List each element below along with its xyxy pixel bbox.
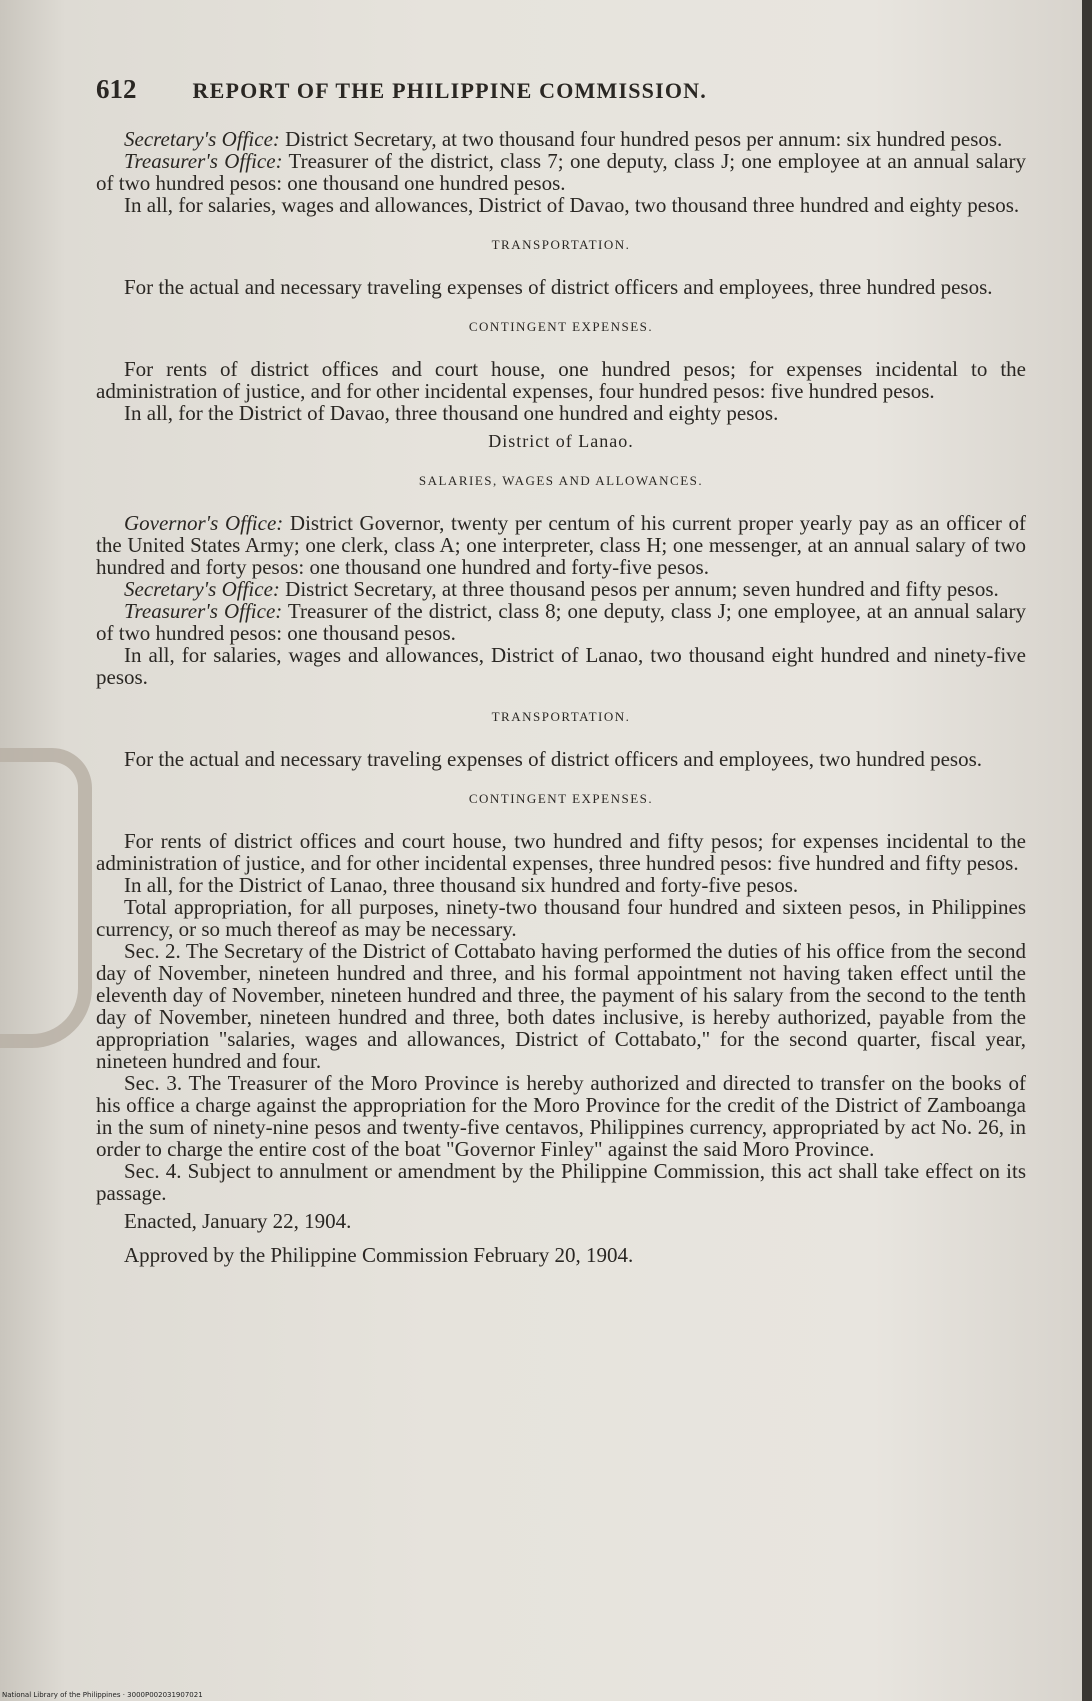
davao-transportation-text: For the actual and necessary traveling expenses of district officers and employees, three hundred pesos. xyxy=(124,275,993,299)
page-edge-shadow xyxy=(1082,0,1092,1701)
davao-contingent-heading: CONTINGENT EXPENSES. xyxy=(468,319,654,334)
lanao-governor-text: District Governor, twenty per centum of his current proper yearly pay as an officer of the United States Army; one clerk, class A; one interpreter, class H; one messenger, at an annual salary of two hundred and forty pesos: one thousand one hundred and forty-five pesos. xyxy=(96,511,1026,579)
davao-transportation-heading: TRANSPORTATION. xyxy=(491,237,631,252)
section-2: Sec. 2. The Secretary of the District of Cottabato having performed the duties of his office from the second day of November, nineteen hundred and three, and his formal appointment not having taken effect until the eleventh day of November, nineteen hundred and three, the payment of his salary from the second to the tenth day of November, nineteen hundred and three, both dates inclusive, is hereby authorized, payable from the appropriation "salaries, wages and allowances, District of Cottabato," for the second quarter, fiscal year, nineteen hundred and four. xyxy=(96,939,1026,1073)
lanao-district-heading: District of Lanao. xyxy=(488,431,634,451)
davao-secretary-paragraph xyxy=(96,128,1026,150)
davao-treasurer-text: Treasurer of the district, class 7; one deputy, class J; one employee at an annual salary of two hundred pesos: one thousand one hundred pesos. xyxy=(96,149,1026,195)
page-header xyxy=(96,74,1026,104)
davao-secretary-label: Secretary's Office: xyxy=(124,127,280,151)
lanao-secretary-paragraph xyxy=(96,578,1026,600)
lanao-governor-label: Governor's Office: xyxy=(124,511,284,535)
lanao-total-salaries: In all, for salaries, wages and allowances, District of Lanao, two thousand eight hundred and ninety-five pesos. xyxy=(96,643,1026,689)
lanao-secretary-label: Secretary's Office: xyxy=(124,577,280,601)
section-3: Sec. 3. The Treasurer of the Moro Province is hereby authorized and directed to transfer on the books of his office a charge against the appropriation for the Moro Province for the credit of the District of Zamboanga in the sum of ninety-nine pesos and twenty-five centavos, Philippines currency, appropriated by act No. 26, in order to charge the entire cost of the boat "Governor Finley" against the said Moro Province. xyxy=(96,1071,1026,1161)
lanao-salaries-heading: SALARIES, WAGES AND ALLOWANCES. xyxy=(418,473,704,488)
lanao-contingent-heading: CONTINGENT EXPENSES. xyxy=(468,791,654,806)
davao-treasurer-label: Treasurer's Office: xyxy=(124,149,283,173)
lanao-treasurer-label: Treasurer's Office: xyxy=(124,599,283,623)
lanao-treasurer-text: Treasurer of the district, class 8; one deputy, class J; one employee, at an annual salary of two hundred pesos: one thousand pesos. xyxy=(96,599,1026,645)
running-title: REPORT OF THE PHILIPPINE COMMISSION. xyxy=(192,78,707,103)
binder-clip-image xyxy=(0,748,92,1048)
lanao-contingent-text: For rents of district offices and court house, two hundred and fifty pesos; for expenses incidental to the administration of justice, and for other incidental expenses, three hundred pesos: five hundred and fifty pesos. xyxy=(96,829,1026,875)
enacted-date: Enacted, January 22, 1904. xyxy=(124,1209,352,1233)
davao-secretary-text: District Secretary, at two thousand four hundred pesos per annum: six hundred pesos. xyxy=(279,127,1003,151)
lanao-secretary-text: District Secretary, at three thousand pesos per annum; seven hundred and fifty pesos. xyxy=(279,577,999,601)
lanao-total-district: In all, for the District of Lanao, three thousand six hundred and forty-five pesos. xyxy=(124,873,799,897)
section-4: Sec. 4. Subject to annulment or amendment by the Philippine Commission, this act shall take effect on its passage. xyxy=(96,1159,1026,1205)
lanao-transportation-text: For the actual and necessary traveling expenses of district officers and employees, two hundred pesos. xyxy=(124,747,983,771)
davao-total-district: In all, for the District of Davao, three thousand one hundred and eighty pesos. xyxy=(124,401,779,425)
lanao-transportation-heading: TRANSPORTATION. xyxy=(491,709,631,724)
davao-total-salaries: In all, for salaries, wages and allowances, District of Davao, two thousand three hundred and eighty pesos. xyxy=(124,193,1020,217)
total-appropriation: Total appropriation, for all purposes, ninety-two thousand four hundred and sixteen pesos, in Philippines currency, or so much thereof as may be necessary. xyxy=(96,895,1026,941)
page-content xyxy=(96,74,1026,1267)
lanao-treasurer-paragraph xyxy=(96,600,1026,644)
davao-treasurer-paragraph xyxy=(96,150,1026,194)
library-watermark: National Library of the Philippines · 3000P002031907021 xyxy=(2,1691,203,1699)
approved-date: Approved by the Philippine Commission February 20, 1904. xyxy=(124,1243,634,1267)
davao-contingent-text: For rents of district offices and court house, one hundred pesos; for expenses incidental to the administration of justice, and for other incidental expenses, four hundred pesos: five hundred pesos. xyxy=(96,357,1026,403)
page-number: 612 xyxy=(96,74,137,104)
lanao-governor-paragraph xyxy=(96,512,1026,578)
